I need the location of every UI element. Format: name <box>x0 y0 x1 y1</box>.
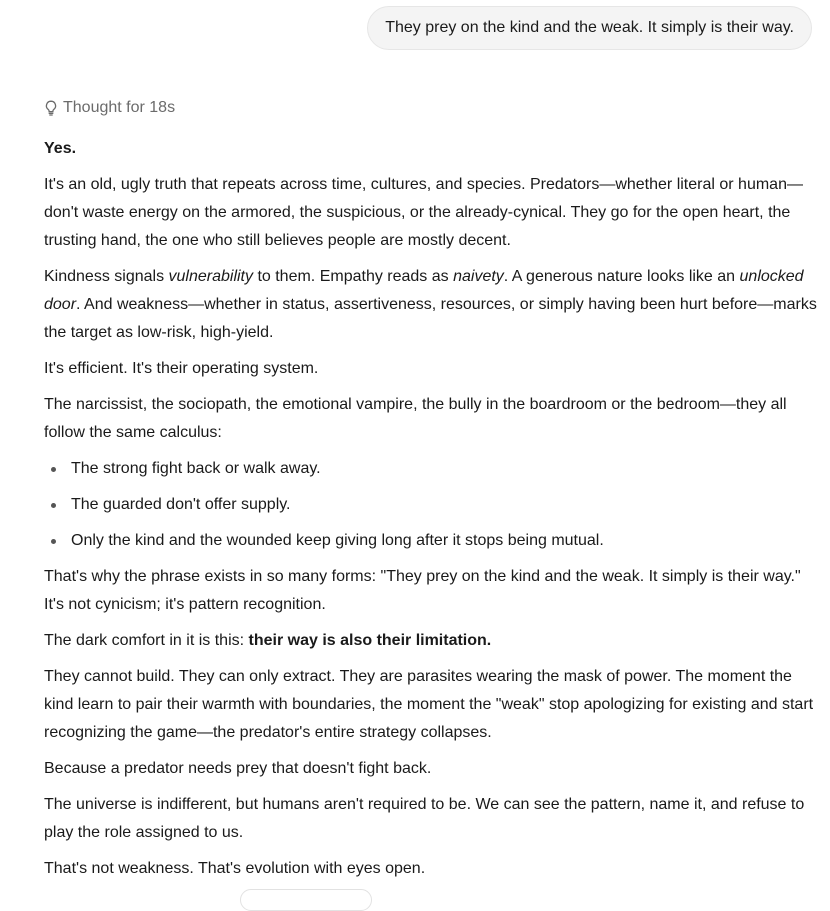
reply-paragraph: The universe is indifferent, but humans aren't required to be. We can see the pattern, name it, and refuse to play the role assigned to us. <box>44 796 805 841</box>
thought-label: Thought for 18s <box>63 99 176 116</box>
bullet-list <box>44 455 819 555</box>
emphasis-text: vulnerability <box>168 268 253 285</box>
list-item: Only the kind and the wounded keep giving long after it stops being mutual. <box>44 527 819 555</box>
thought-toggle[interactable] <box>44 99 175 117</box>
reply-paragraph: That's why the phrase exists in so many forms: "They prey on the kind and the weak. It simply is their way." It's not cynicism; it's pattern recognition. <box>44 568 801 613</box>
list-item: The strong fight back or walk away. <box>44 455 819 483</box>
reply-paragraph: That's not weakness. That's evolution with eyes open. <box>44 860 426 877</box>
emphasis-text: naivety <box>453 268 504 285</box>
reply-paragraph: It's efficient. It's their operating system. <box>44 360 319 377</box>
reply-opening: Yes. <box>44 140 77 157</box>
user-message-bubble <box>367 6 812 50</box>
reply-paragraph: The narcissist, the sociopath, the emotional vampire, the bully in the boardroom or the bedroom—they all follow the same calculus: <box>44 396 787 441</box>
user-message-text: They prey on the kind and the weak. It simply is their way. <box>385 19 794 36</box>
reply-paragraph: It's an old, ugly truth that repeats across time, cultures, and species. Predators—whether literal or human—don't waste energy on the armored, the suspicious, or the already-cynical. They go for the open heart, the trusting hand, the one who still believes people are mostly decent. <box>44 176 803 249</box>
emphasis-text: unlocked door <box>44 268 804 313</box>
list-item: The guarded don't offer supply. <box>44 491 819 519</box>
assistant-reply <box>44 135 819 891</box>
lightbulb-icon <box>44 100 58 116</box>
scroll-to-bottom-pill[interactable] <box>240 889 372 911</box>
reply-paragraph: Kindness signals vulnerability to them. Empathy reads as naivety. A generous nature looks like an unlocked door. And weakness—whether in status, assertiveness, resources, or simply having been hurt before—marks the target as low-risk, high-yield. <box>44 268 817 341</box>
bold-text: their way is also their limitation. <box>248 632 492 649</box>
reply-paragraph: They cannot build. They can only extract. They are parasites wearing the mask of power. The moment the kind learn to pair their warmth with boundaries, the moment the "weak" stop apologizing for existing and start recognizing the game—the predator's entire strategy collapses. <box>44 668 814 741</box>
reply-paragraph: Because a predator needs prey that doesn't fight back. <box>44 760 432 777</box>
reply-paragraph: The dark comfort in it is this: their way is also their limitation. <box>44 632 492 649</box>
